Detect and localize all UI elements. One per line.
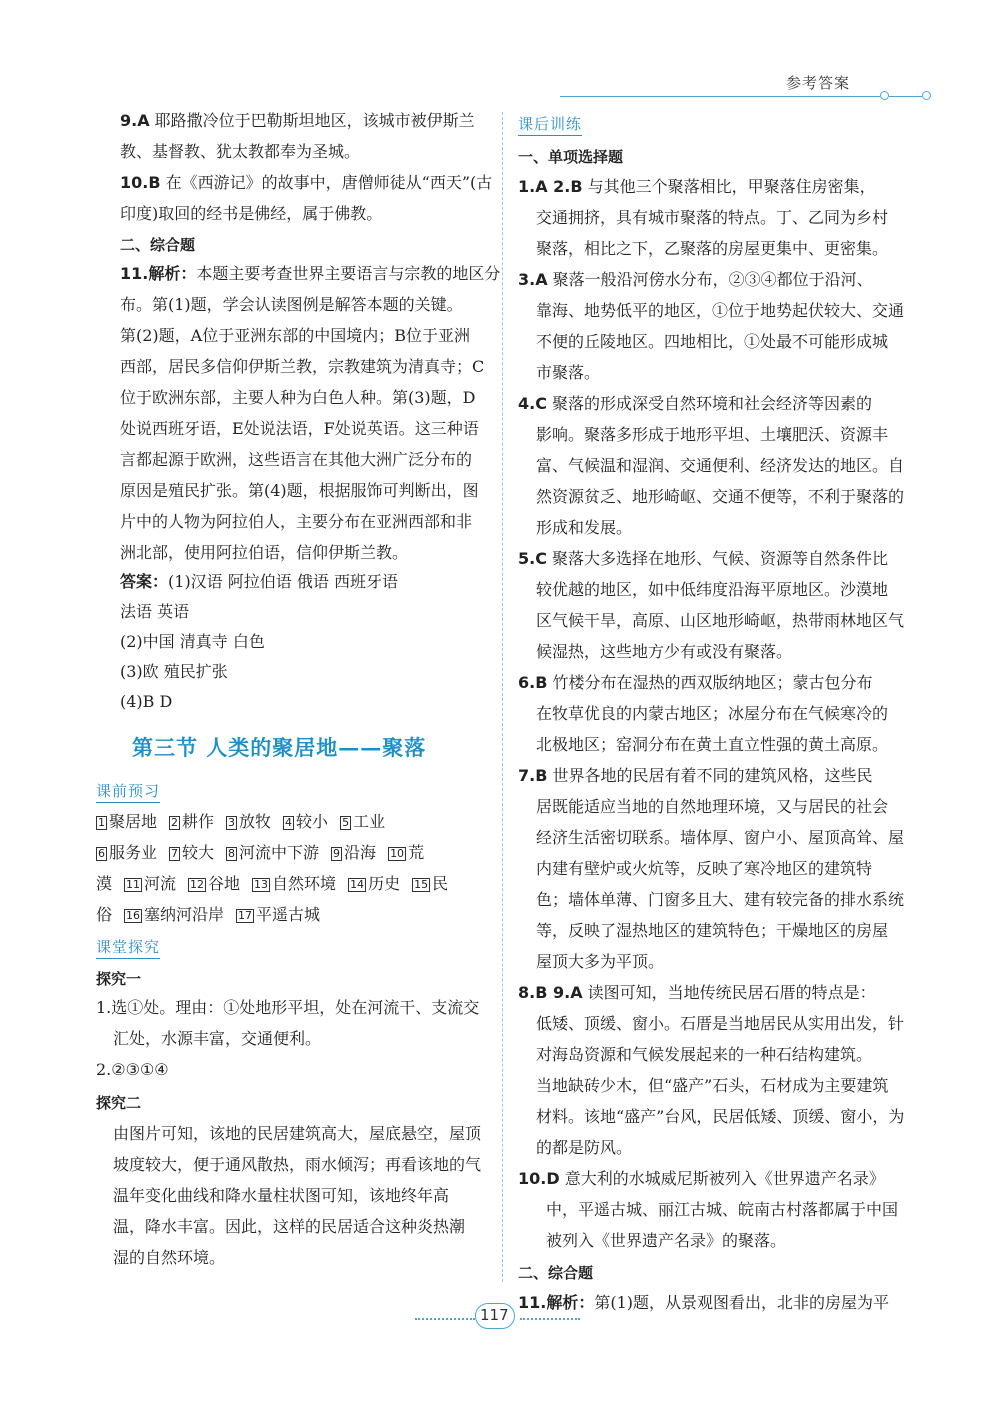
line-text: 2.②③①④ bbox=[96, 1060, 169, 1079]
text-line bbox=[536, 1045, 872, 1065]
pre-study-item bbox=[96, 812, 157, 831]
item-number: 1 bbox=[98, 816, 105, 829]
item-number: 14 bbox=[350, 878, 365, 891]
line-text: 布。第(1)题，学会认读图例是解答本题的关键。 bbox=[120, 295, 463, 314]
chapter-title: 第三节 人类的聚居地——聚落 bbox=[132, 735, 427, 760]
line-text: 印度)取回的经书是佛经，属于佛教。 bbox=[120, 204, 383, 223]
item-number: 6 bbox=[98, 847, 105, 860]
text-line bbox=[113, 1029, 321, 1049]
text-line bbox=[120, 450, 472, 470]
line-text: 区气候干旱，高原、山区地形崎岖，热带雨林地区气 bbox=[536, 611, 905, 630]
section-heading: 探究二 bbox=[96, 1094, 142, 1112]
text-line bbox=[536, 1076, 888, 1096]
item-text: 漠 bbox=[96, 874, 113, 893]
text-line bbox=[120, 662, 228, 682]
text-line bbox=[536, 797, 888, 817]
line-text: 洲北部，使用阿拉伯语，信仰伊斯兰教。 bbox=[120, 543, 409, 562]
line-text: 原因是殖民扩张。第(4)题，根据服饰可判断出，图 bbox=[120, 481, 479, 500]
item-number: 11 bbox=[126, 878, 141, 891]
text-line bbox=[536, 332, 888, 352]
line-text: 被列入《世界遗产名录》的聚落。 bbox=[546, 1231, 787, 1250]
pre-study-item bbox=[169, 843, 214, 862]
item-number: 10 bbox=[390, 847, 405, 860]
text-line bbox=[536, 921, 888, 941]
item-number: 2 bbox=[171, 816, 179, 829]
line-text: 处说西班牙语，E处说法语，F处说英语。这三种语 bbox=[120, 419, 479, 438]
header-rule bbox=[560, 96, 880, 97]
line-text: 第(1)题，从景观图看出，北非的房屋为平 bbox=[594, 1293, 890, 1312]
pre-study-item bbox=[283, 812, 328, 831]
answer-key: 1.A 2.B bbox=[518, 177, 583, 196]
answer-key: 8.B 9.A bbox=[518, 983, 583, 1002]
line-text: 经济生活密切联系。墙体厚、窗户小、屋顶高耸、屋 bbox=[536, 828, 905, 847]
item-text: 聚居地 bbox=[109, 812, 158, 831]
text-line bbox=[536, 890, 904, 910]
pre-study-item bbox=[412, 874, 448, 893]
text-line bbox=[546, 1200, 898, 1220]
pre-study-row bbox=[96, 812, 397, 832]
text-line bbox=[536, 239, 888, 259]
line-text: 在《西游记》的故事中，唐僧师徒从“西天”(古 bbox=[160, 173, 493, 192]
item-text: 放牧 bbox=[239, 812, 272, 831]
item-text: 河流中下游 bbox=[239, 843, 320, 862]
line-text: 色；墙体单薄、门窗多且大、建有较完备的排水系统 bbox=[536, 890, 905, 909]
line-text: 富、气候温和湿润、交通便利、经济发达的地区。自 bbox=[536, 456, 905, 475]
tab-pre-study: 课前预习 bbox=[96, 780, 160, 803]
line-text: (1)汉语 阿拉伯语 俄语 西班牙语 bbox=[168, 572, 398, 591]
line-text: 西部，居民多信仰伊斯兰教，宗教建筑为清真寺；C bbox=[120, 357, 485, 376]
pre-study-item bbox=[331, 843, 376, 862]
text-line bbox=[536, 704, 888, 724]
text-line bbox=[120, 572, 398, 592]
answer-key: 10.B bbox=[120, 173, 161, 192]
line-text: 形成和发展。 bbox=[536, 518, 633, 537]
item-number: 16 bbox=[126, 909, 141, 922]
text-line bbox=[536, 642, 792, 662]
text-line bbox=[120, 357, 484, 377]
text-line bbox=[518, 549, 888, 569]
text-line bbox=[120, 111, 475, 131]
answer-key: 5.C bbox=[518, 549, 547, 568]
text-line bbox=[518, 673, 873, 693]
section-heading: 一、单项选择题 bbox=[518, 148, 624, 166]
pre-study-row bbox=[96, 874, 460, 894]
pre-study-row bbox=[96, 843, 436, 863]
text-line bbox=[518, 983, 876, 1003]
text-line bbox=[96, 1060, 169, 1080]
pre-study-item bbox=[124, 905, 224, 924]
text-line bbox=[120, 481, 479, 501]
text-line bbox=[120, 543, 408, 563]
item-text: 谷地 bbox=[208, 874, 241, 893]
item-text: 耕作 bbox=[182, 812, 215, 831]
answer-key: 答案： bbox=[120, 572, 169, 591]
text-line bbox=[113, 1124, 481, 1144]
line-text: 与其他三个聚落相比，甲聚落住房密集， bbox=[582, 177, 876, 196]
line-text: 候湿热，这些地方少有或没有聚落。 bbox=[536, 642, 793, 661]
item-text: 工业 bbox=[353, 812, 386, 831]
line-text: 靠海、地势低平的地区，①位于地势起伏较大、交通 bbox=[536, 301, 905, 320]
line-text: 意大利的水城威尼斯被列入《世界遗产名录》 bbox=[559, 1169, 885, 1188]
text-line bbox=[518, 1293, 889, 1313]
line-text: 温，降水丰富。因此，这样的民居适合这种炎热潮 bbox=[113, 1217, 466, 1236]
line-text: 第(2)题，A位于亚洲东部的中国境内；B位于亚洲 bbox=[120, 326, 470, 345]
text-line bbox=[120, 632, 265, 652]
item-text: 历史 bbox=[368, 874, 401, 893]
line-text: 法语 英语 bbox=[120, 602, 190, 621]
line-text: 在牧草优良的内蒙古地区；冰屋分布在气候寒冷的 bbox=[536, 704, 889, 723]
text-line bbox=[518, 394, 872, 414]
text-line bbox=[113, 1155, 481, 1175]
item-number: 12 bbox=[190, 878, 205, 891]
text-line bbox=[120, 326, 470, 346]
line-text: 耶路撒冷位于巴勒斯坦地区，该城市被伊斯兰 bbox=[149, 111, 475, 130]
pre-study-item bbox=[226, 812, 271, 831]
pre-study-row bbox=[96, 905, 332, 925]
page-dots-left bbox=[415, 1318, 475, 1320]
line-text: 对海岛资源和气候发展起来的一种石结构建筑。 bbox=[536, 1045, 873, 1064]
section-heading: 二、综合题 bbox=[120, 236, 196, 254]
line-text: 影响。聚落多形成于地形平坦、土壤肥沃、资源丰 bbox=[536, 425, 889, 444]
pre-study-item bbox=[124, 874, 176, 893]
pre-study-item bbox=[236, 905, 320, 924]
line-text: 当地缺砖少木，但“盛产”石头，石材成为主要建筑 bbox=[536, 1076, 889, 1095]
text-line bbox=[536, 859, 872, 879]
line-text: (4)B D bbox=[120, 692, 173, 711]
pre-study-item bbox=[226, 843, 319, 862]
line-text: 较优越的地区，如中低纬度沿海平原地区。沙漠地 bbox=[536, 580, 889, 599]
text-line bbox=[120, 264, 500, 284]
text-line bbox=[536, 363, 600, 383]
line-text: 材料。该地“盛产”台风，民居低矮、顶缓、窗小，为 bbox=[536, 1107, 905, 1126]
line-text: 等，反映了湿热地区的建筑特色；干燥地区的房屋 bbox=[536, 921, 889, 940]
text-line bbox=[536, 456, 904, 476]
text-line bbox=[120, 388, 476, 408]
tab-after-class: 课后训练 bbox=[518, 113, 582, 136]
line-text: 聚落大多选择在地形、气候、资源等自然条件比 bbox=[546, 549, 889, 568]
line-text: 不便的丘陵地区。四地相比，①处最不可能形成城 bbox=[536, 332, 889, 351]
pre-study-item bbox=[252, 874, 336, 893]
line-text: 1.选①处。理由：①处地形平坦，处在河流干、支流交 bbox=[96, 998, 480, 1017]
answer-key: 7.B bbox=[518, 766, 548, 785]
item-text: 河流 bbox=[144, 874, 177, 893]
text-line bbox=[546, 1231, 786, 1251]
item-text: 民 bbox=[432, 874, 449, 893]
text-line bbox=[120, 204, 382, 224]
line-text: 言都起源于欧洲，这些语言在其他大洲广泛分布的 bbox=[120, 450, 473, 469]
text-line bbox=[113, 1248, 225, 1268]
item-number: 8 bbox=[228, 847, 236, 860]
pre-study-item bbox=[96, 905, 112, 924]
line-text: 位于欧洲东部，主要人种为白色人种。第(3)题，D bbox=[120, 388, 476, 407]
line-text: 居既能适应当地的自然地理环境，又与居民的社会 bbox=[536, 797, 889, 816]
header-dot bbox=[922, 91, 931, 100]
line-text: 读图可知，当地传统民居石厝的特点是： bbox=[582, 983, 876, 1002]
text-line bbox=[518, 177, 876, 197]
text-line bbox=[518, 270, 873, 290]
text-line bbox=[536, 580, 888, 600]
answer-key: 11.解析： bbox=[120, 264, 197, 283]
pre-study-item bbox=[348, 874, 400, 893]
line-text: 然资源贫乏、地形崎岖、交通不便等，不利于聚落的 bbox=[536, 487, 905, 506]
text-line bbox=[120, 142, 360, 162]
pre-study-item bbox=[388, 843, 424, 862]
pre-study-item bbox=[96, 874, 112, 893]
item-number: 9 bbox=[333, 847, 341, 860]
text-line bbox=[536, 952, 664, 972]
line-text: 屋顶大多为平顶。 bbox=[536, 952, 665, 971]
item-text: 荒 bbox=[408, 843, 425, 862]
line-text: 的都是防风。 bbox=[536, 1138, 633, 1157]
line-text: (3)欧 殖民扩张 bbox=[120, 662, 228, 681]
pre-study-item bbox=[169, 812, 214, 831]
answer-key: 10.D bbox=[518, 1169, 560, 1188]
line-text: 中，平遥古城、丽江古城、皖南古村落都属于中国 bbox=[546, 1200, 899, 1219]
header-rule bbox=[889, 96, 922, 97]
text-line bbox=[536, 828, 904, 848]
line-text: 聚落，相比之下，乙聚落的房屋更集中、更密集。 bbox=[536, 239, 889, 258]
line-text: 世界各地的民居有着不同的建筑风格，这些民 bbox=[547, 766, 873, 785]
item-number: 7 bbox=[171, 847, 179, 860]
line-text: 由图片可知，该地的民居建筑高大，屋底悬空，屋顶 bbox=[113, 1124, 482, 1143]
line-text: 低矮、顶缓、窗小。石厝是当地居民从实用出发，针 bbox=[536, 1014, 905, 1033]
line-text: 竹楼分布在湿热的西双版纳地区；蒙古包分布 bbox=[547, 673, 873, 692]
line-text: 教、基督教、犹太教都奉为圣城。 bbox=[120, 142, 361, 161]
section-heading: 探究一 bbox=[96, 970, 142, 988]
text-line bbox=[120, 692, 172, 712]
line-text: 聚落一般沿河傍水分布，②③④都位于沿河、 bbox=[547, 270, 873, 289]
text-line bbox=[120, 602, 189, 622]
line-text: 坡度较大，便于通风散热，雨水倾泻；再看该地的气 bbox=[113, 1155, 482, 1174]
pre-study-item bbox=[188, 874, 240, 893]
text-line bbox=[536, 208, 888, 228]
item-text: 俗 bbox=[96, 905, 113, 924]
tab-class-explore: 课堂探究 bbox=[96, 936, 160, 959]
answer-key: 11.解析： bbox=[518, 1293, 595, 1312]
header-title: 参考答案 bbox=[786, 74, 851, 92]
text-line bbox=[120, 419, 479, 439]
pre-study-item bbox=[96, 843, 157, 862]
item-text: 塞纳河沿岸 bbox=[144, 905, 225, 924]
text-line bbox=[536, 1107, 904, 1127]
text-line bbox=[96, 998, 479, 1018]
line-text: 汇处，水源丰富，交通便利。 bbox=[113, 1029, 322, 1048]
page-number: 117 bbox=[480, 1306, 509, 1324]
text-line bbox=[536, 735, 888, 755]
text-line bbox=[113, 1186, 449, 1206]
text-line bbox=[120, 512, 472, 532]
line-text: (2)中国 清真寺 白色 bbox=[120, 632, 265, 651]
item-text: 较大 bbox=[182, 843, 215, 862]
item-number: 15 bbox=[414, 878, 429, 891]
answer-key: 3.A bbox=[518, 270, 548, 289]
text-line bbox=[120, 295, 463, 315]
text-line bbox=[518, 766, 873, 786]
header-dot bbox=[880, 91, 889, 100]
item-text: 自然环境 bbox=[272, 874, 337, 893]
text-line bbox=[536, 611, 904, 631]
text-line bbox=[113, 1217, 465, 1237]
line-text: 本题主要考查世界主要语言与宗教的地区分 bbox=[196, 264, 501, 283]
line-text: 北极地区；窑洞分布在黄土直立性强的黄土高原。 bbox=[536, 735, 889, 754]
page-dots-right bbox=[520, 1318, 580, 1320]
pre-study-item bbox=[340, 812, 385, 831]
item-number: 13 bbox=[254, 878, 269, 891]
answer-key: 4.C bbox=[518, 394, 547, 413]
answer-key: 9.A bbox=[120, 111, 150, 130]
line-text: 交通拥挤，具有城市聚落的特点。丁、乙同为乡村 bbox=[536, 208, 889, 227]
section-heading: 二、综合题 bbox=[518, 1264, 594, 1282]
text-line bbox=[536, 1138, 632, 1158]
line-text: 温年变化曲线和降水量柱状图可知，该地终年高 bbox=[113, 1186, 450, 1205]
item-text: 平遥古城 bbox=[256, 905, 321, 924]
text-line bbox=[536, 301, 904, 321]
line-text: 市聚落。 bbox=[536, 363, 601, 382]
item-number: 4 bbox=[285, 816, 293, 829]
item-text: 服务业 bbox=[109, 843, 158, 862]
line-text: 湿的自然环境。 bbox=[113, 1248, 226, 1267]
text-line bbox=[518, 1169, 885, 1189]
text-line bbox=[120, 173, 492, 193]
line-text: 片中的人物为阿拉伯人，主要分布在亚洲西部和非 bbox=[120, 512, 473, 531]
text-line bbox=[536, 1014, 904, 1034]
item-number: 3 bbox=[228, 816, 236, 829]
answer-key: 6.B bbox=[518, 673, 548, 692]
text-line bbox=[536, 518, 632, 538]
item-number: 5 bbox=[342, 816, 350, 829]
text-line bbox=[536, 487, 904, 507]
item-number: 17 bbox=[238, 909, 253, 922]
item-text: 沿海 bbox=[344, 843, 377, 862]
column-divider bbox=[502, 112, 503, 1282]
item-text: 较小 bbox=[296, 812, 329, 831]
line-text: 内建有壁炉或火炕等，反映了寒冷地区的建筑特 bbox=[536, 859, 873, 878]
text-line bbox=[536, 425, 888, 445]
line-text: 聚落的形成深受自然环境和社会经济等因素的 bbox=[546, 394, 873, 413]
